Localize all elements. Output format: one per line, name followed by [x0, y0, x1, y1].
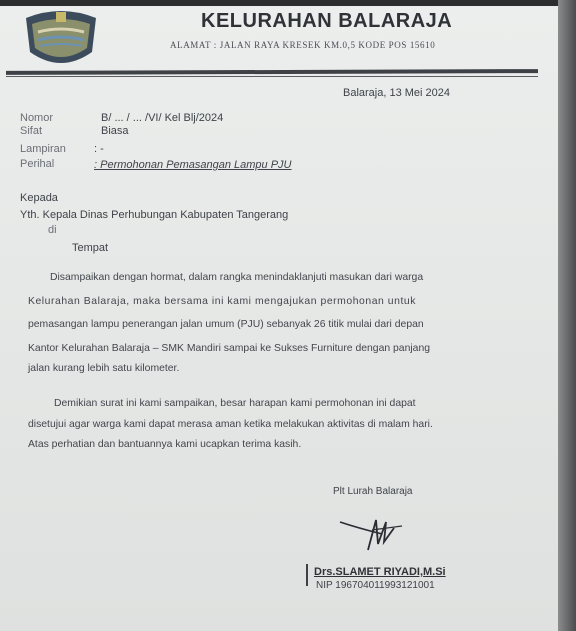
regency-crest-logo [18, 8, 104, 72]
handwritten-signature [338, 514, 408, 554]
letterhead-address: ALAMAT : JALAN RAYA KRESEK KM.0,5 KODE POS 15610 [170, 40, 436, 50]
body-line: jalan kurang lebih satu kilometer. [28, 363, 180, 374]
body-line: Disampaikan dengan hormat, dalam rangka menindaklanjuti masukan dari warga [50, 272, 424, 283]
letter-date: Balaraja, 13 Mei 2024 [343, 87, 451, 99]
signatory-nip: NIP 196704011993121001 [316, 580, 435, 591]
meta-value-perihal: : Permohonan Pemasangan Lampu PJU [94, 159, 292, 171]
signature-bracket [306, 564, 312, 586]
meta-value-nomor: B/ ... / ... /VI/ Kel Blj/2024 [101, 112, 224, 124]
signature-position: Plt Lurah Balaraja [333, 486, 413, 497]
meta-value-sifat: Biasa [101, 125, 129, 137]
body-line: Atas perhatian dan bantuannya kami ucapkan terima kasih. [28, 439, 302, 450]
body-line: disetujui agar warga kami dapat merasa aman ketika melakukan aktivitas di malam hari. [28, 419, 433, 430]
recipient-di: di [48, 224, 57, 236]
photo-right-edge [558, 0, 576, 631]
meta-label-sifat: Sifat [20, 125, 43, 137]
body-line: Kelurahan Balaraja, maka bersama ini kami mengajukan permohonan untuk [28, 296, 416, 307]
header-rule-thin [6, 76, 538, 77]
header-rule-thick [6, 69, 538, 75]
meta-label-lampiran: Lampiran [20, 143, 66, 155]
meta-value-lampiran: : - [94, 143, 104, 155]
signatory-name: Drs.SLAMET RIYADI,M.Si [314, 566, 446, 578]
recipient-kepada: Kepada [20, 192, 58, 204]
recipient-tempat: Tempat [72, 242, 109, 254]
meta-label-perihal: Perihal [20, 158, 55, 170]
body-line: pemasangan lampu penerangan jalan umum (PJU) sebanyak 26 titik mulai dari depan [28, 319, 424, 330]
body-line: Demikian surat ini kami sampaikan, besar harapan kami permohonan ini dapat [54, 398, 416, 409]
letterhead-title: KELURAHAN BALARAJA [201, 10, 453, 32]
recipient-yth: Yth. Kepala Dinas Perhubungan Kabupaten Tangerang [20, 209, 289, 221]
letter-paper [0, 6, 558, 631]
meta-label-nomor: Nomor [20, 112, 54, 124]
body-line: Kantor Kelurahan Balaraja – SMK Mandiri sampai ke Sukses Furniture dengan panjang [28, 343, 431, 354]
